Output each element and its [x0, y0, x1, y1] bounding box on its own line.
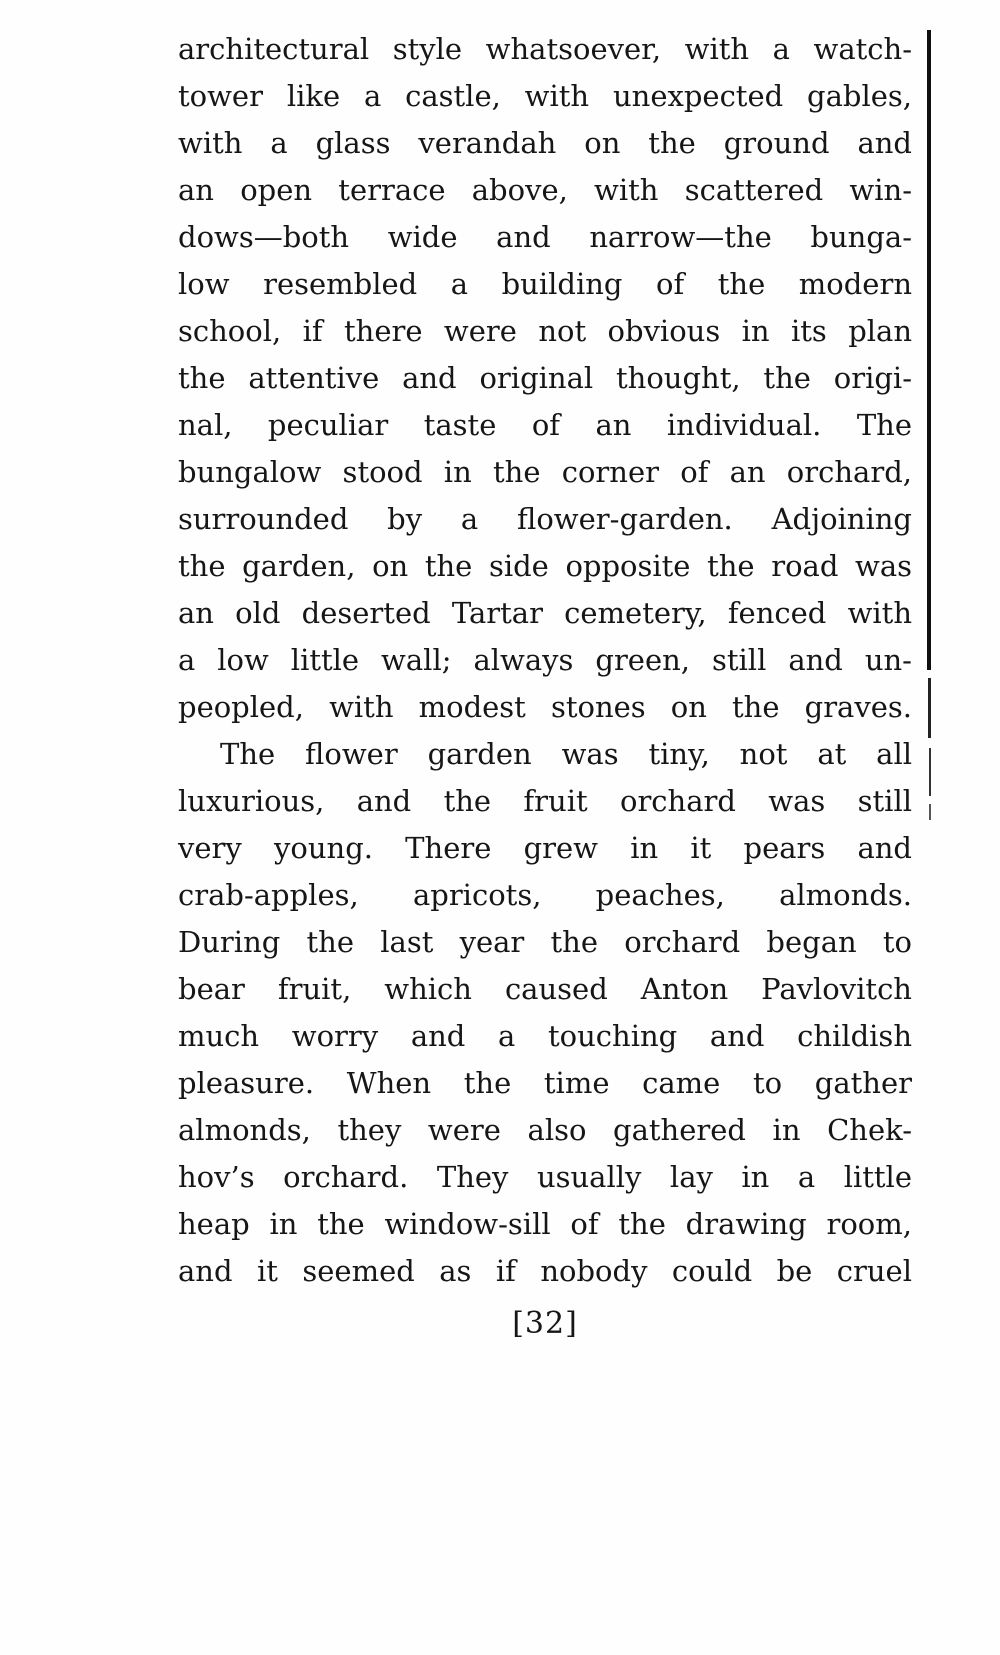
page-edge-rule-segment [928, 678, 931, 738]
text-line: peopled, with modest stones on the graves. [178, 690, 912, 724]
text-line: pleasure. When the time came to gather [178, 1066, 912, 1100]
text-line: During the last year the orchard began to [178, 925, 912, 959]
text-line: and it seemed as if nobody could be cruel [178, 1254, 912, 1288]
text-line: architectural style whatsoever, with a watch- [178, 32, 912, 66]
text-line: surrounded by a flower-garden. Adjoining [178, 502, 912, 536]
text-line: the attentive and original thought, the origi- [178, 361, 912, 395]
text-line: almonds, they were also gathered in Chek- [178, 1113, 912, 1147]
paragraph [178, 26, 912, 731]
text-line: heap in the window-sill of the drawing room, [178, 1207, 912, 1241]
text-line: bear fruit, which caused Anton Pavlovitch [178, 972, 912, 1006]
paragraph [178, 731, 912, 1295]
text-line: tower like a castle, with unexpected gables, [178, 79, 912, 113]
text-line: with a glass verandah on the ground and [178, 126, 912, 160]
text-line: crab-apples, apricots, peaches, almonds. [178, 878, 912, 912]
text-line: the garden, on the side opposite the road was [178, 549, 912, 583]
text-line: very young. There grew in it pears and [178, 831, 912, 865]
text-block [178, 26, 912, 1347]
text-line: low resembled a building of the modern [178, 267, 912, 301]
page-number: [32] [512, 1306, 578, 1341]
page-edge-rule-segment [929, 748, 931, 796]
text-line: a low little wall; always green, still and un- [178, 643, 912, 677]
text-line: school, if there were not obvious in its plan [178, 314, 912, 348]
page-edge-rule [927, 30, 931, 670]
text-line: an old deserted Tartar cemetery, fenced with [178, 596, 912, 630]
text-line: bungalow stood in the corner of an orchard, [178, 455, 912, 489]
text-line: luxurious, and the fruit orchard was still [178, 784, 912, 818]
text-line: an open terrace above, with scattered win- [178, 173, 912, 207]
text-line: hov’s orchard. They usually lay in a little [178, 1160, 912, 1194]
text-line: The flower garden was tiny, not at all [220, 737, 912, 771]
page-edge-rule-segment [929, 804, 931, 820]
text-line: much worry and a touching and childish [178, 1019, 912, 1053]
text-line: nal, peculiar taste of an individual. The [178, 408, 912, 442]
text-line: dows—both wide and narrow—the bunga- [178, 220, 912, 254]
